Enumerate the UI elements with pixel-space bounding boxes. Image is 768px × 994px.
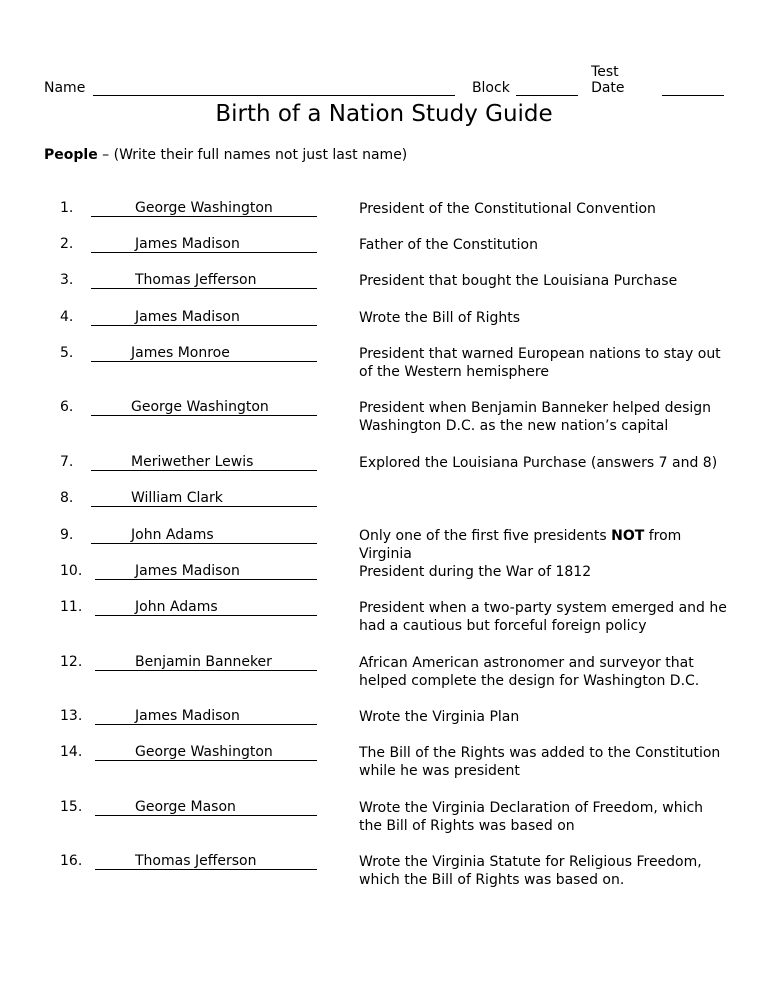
question-number: 7. <box>60 454 74 470</box>
question-description: President during the War of 1812 <box>359 564 592 580</box>
answer-field[interactable]: James Madison <box>95 708 317 725</box>
question-description: Wrote the Virginia Statute for Religious Freedom, which the Bill of Rights was based on. <box>359 854 702 888</box>
answer-field[interactable]: James Madison <box>95 563 317 580</box>
question-description: The Bill of the Rights was added to the Constitution while he was president <box>359 745 721 779</box>
question-number: 14. <box>60 744 83 760</box>
question-description: Wrote the Virginia Plan <box>359 709 520 725</box>
question-description: President when Benjamin Banneker helped design Washington D.C. as the new nation’s capital <box>359 400 712 434</box>
name-field[interactable] <box>93 81 455 96</box>
page-title: Birth of a Nation Study Guide <box>215 101 553 127</box>
question-number: 12. <box>60 654 83 670</box>
question-description: President of the Constitutional Convention <box>359 201 656 217</box>
question-number: 10. <box>60 563 83 579</box>
section-instruction: – (Write their full names not just last name) <box>97 147 408 163</box>
section-heading-label: People <box>44 147 98 163</box>
question-description: President that bought the Louisiana Purchase <box>359 273 678 289</box>
answer-field[interactable]: Thomas Jefferson <box>91 272 317 289</box>
question-description: President when a two-party system emerged and he had a cautious but forceful foreign policy <box>359 600 727 634</box>
answer-field[interactable]: William Clark <box>91 490 317 507</box>
answer-field[interactable]: Benjamin Banneker <box>95 654 317 671</box>
answer-field[interactable]: James Monroe <box>91 345 317 362</box>
question-description: Wrote the Virginia Declaration of Freedom, which the Bill of Rights was based on <box>359 800 704 834</box>
question-number: 9. <box>60 527 74 543</box>
question-number: 8. <box>60 490 74 506</box>
block-field[interactable] <box>516 81 578 96</box>
question-description <box>359 527 729 563</box>
question-number: 2. <box>60 236 74 252</box>
description-text: Only one of the first five presidents <box>359 528 612 544</box>
header-line <box>44 64 724 96</box>
answer-field[interactable]: George Mason <box>95 799 317 816</box>
question-number: 13. <box>60 708 83 724</box>
description-text: from Virginia <box>359 528 682 562</box>
question-number: 11. <box>60 599 83 615</box>
answer-field[interactable]: George Washington <box>91 399 317 416</box>
answer-field[interactable]: Thomas Jefferson <box>95 853 317 870</box>
block-label: Block <box>471 80 510 96</box>
question-number: 3. <box>60 272 74 288</box>
answer-field[interactable]: George Washington <box>95 744 317 761</box>
question-number: 15. <box>60 799 83 815</box>
question-number: 16. <box>60 853 83 869</box>
question-description: President that warned European nations to stay out of the Western hemisphere <box>359 346 721 380</box>
answer-field[interactable]: John Adams <box>95 599 317 616</box>
answer-field[interactable]: John Adams <box>91 527 317 544</box>
answer-field[interactable]: Meriwether Lewis <box>91 454 317 471</box>
question-number: 5. <box>60 345 74 361</box>
answer-field[interactable]: James Madison <box>91 309 317 326</box>
name-label: Name <box>44 80 86 96</box>
section-heading <box>44 147 407 163</box>
question-description: Explored the Louisiana Purchase (answers 7 and 8) <box>359 455 718 471</box>
question-number: 4. <box>60 309 74 325</box>
description-emphasis: NOT <box>611 528 645 544</box>
question-description: African American astronomer and surveyor that helped complete the design for Washington D.C. <box>359 655 700 689</box>
test-date-label: Test Date <box>591 64 625 96</box>
answer-field[interactable]: George Washington <box>91 200 317 217</box>
question-number: 1. <box>60 200 74 216</box>
question-description: Father of the Constitution <box>359 237 538 253</box>
question-description: Wrote the Bill of Rights <box>359 310 521 326</box>
answer-field[interactable]: James Madison <box>91 236 317 253</box>
test-date-field[interactable] <box>662 81 724 96</box>
question-number: 6. <box>60 399 74 415</box>
